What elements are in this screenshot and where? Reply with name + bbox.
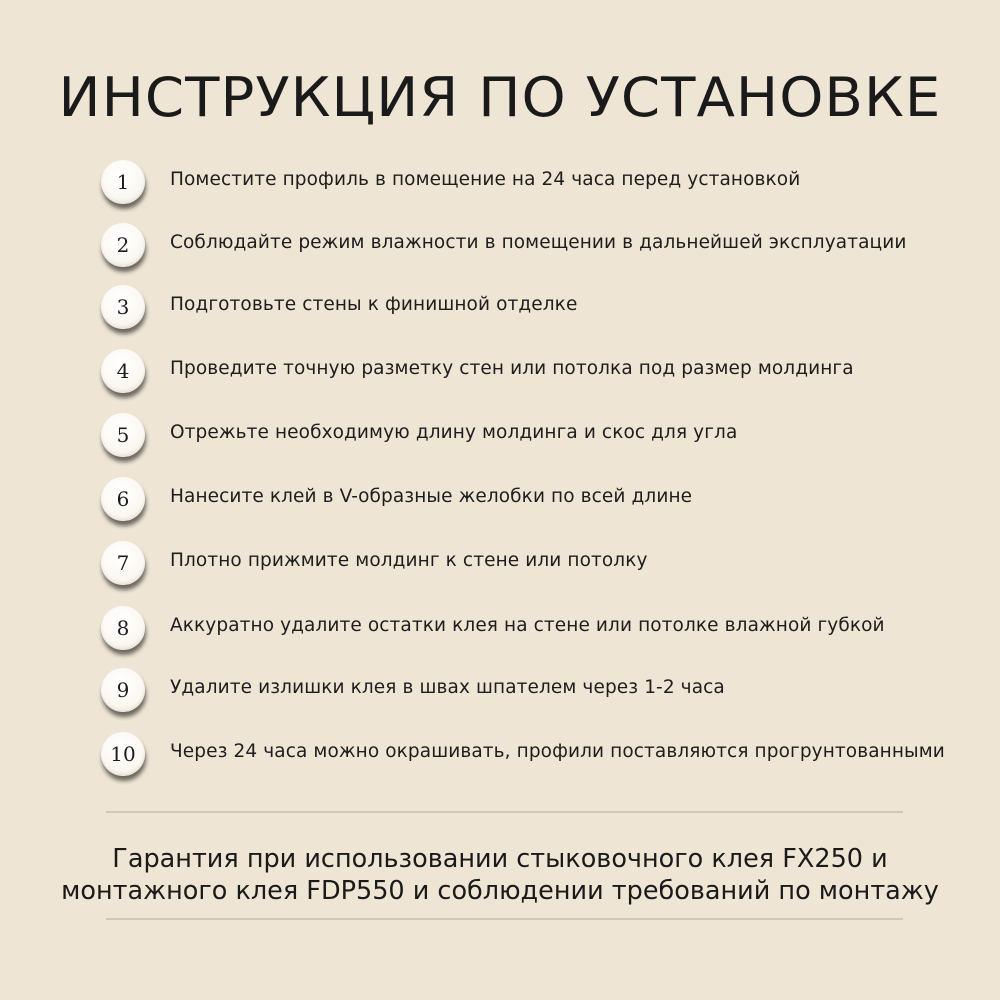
step-number-badge: 2 (101, 223, 145, 267)
step-item (0, 668, 1000, 728)
guarantee-line-2: монтажного клея FDP550 и соблюдении требований по монтажу (61, 876, 939, 906)
step-number-badge: 3 (101, 285, 145, 329)
guarantee-text (0, 843, 1000, 907)
step-item (0, 160, 1000, 220)
step-item (0, 413, 1000, 473)
step-number-badge: 7 (101, 541, 145, 585)
step-item (0, 285, 1000, 345)
step-text: Поместите профиль в помещение на 24 часа перед установкой (170, 169, 801, 190)
step-number-badge: 4 (101, 349, 145, 393)
divider-top (106, 811, 903, 813)
step-text: Через 24 часа можно окрашивать, профили поставляются прогрунтованными (170, 741, 945, 762)
divider-bottom (106, 918, 903, 920)
step-number-badge: 1 (101, 160, 145, 204)
step-number-badge: 6 (101, 477, 145, 521)
step-text: Удалите излишки клея в швах шпателем через 1-2 часа (170, 677, 725, 698)
step-number-badge: 5 (101, 413, 145, 457)
step-item (0, 732, 1000, 792)
page-title: ИНСТРУКЦИЯ ПО УСТАНОВКЕ (58, 66, 942, 129)
step-item (0, 349, 1000, 409)
step-text: Плотно прижмите молдинг к стене или потолку (170, 550, 648, 571)
step-text: Отрежьте необходимую длину молдинга и скос для угла (170, 422, 738, 443)
step-number-badge: 10 (101, 732, 145, 776)
step-number-badge: 8 (101, 606, 145, 650)
step-item (0, 223, 1000, 283)
step-text: Проведите точную разметку стен или потолка под размер молдинга (170, 358, 854, 379)
step-number-badge: 9 (101, 668, 145, 712)
step-item (0, 606, 1000, 666)
guarantee-line-1: Гарантия при использовании стыковочного клея FX250 и (112, 844, 888, 874)
step-item (0, 477, 1000, 537)
step-text: Нанесите клей в V-образные желобки по всей длине (170, 486, 693, 507)
step-text: Аккуратно удалите остатки клея на стене или потолке влажной губкой (170, 615, 885, 636)
step-item (0, 541, 1000, 601)
step-text: Подготовьте стены к финишной отделке (170, 294, 578, 315)
step-text: Соблюдайте режим влажности в помещении в дальнейшей эксплуатации (170, 232, 907, 253)
